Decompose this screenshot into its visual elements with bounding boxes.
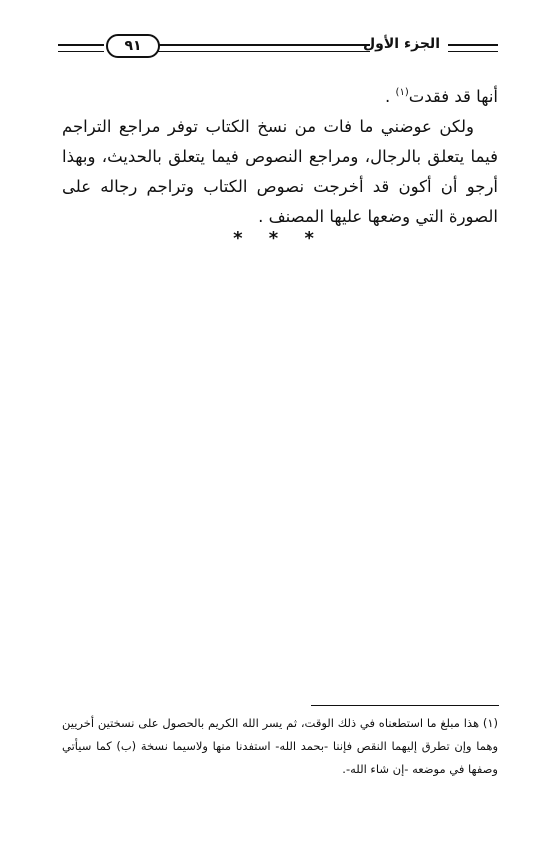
footnote-text: (١) هذا مبلغ ما استطعناه في ذلك الوقت، ثم يسر الله الكريم بالحصول على نسختين أخريين وهما وإن تطرق إليهما النقص فإننا -بحمد الله- استفدنا منها ولاسيما نسخة (ب) كما سيأتي وصفها في موضعه -إن شاء الله-. [62, 716, 498, 776]
section-title: الجزء الأول [363, 36, 440, 52]
opening-line-text: أنها قد فقدت [408, 87, 498, 106]
opening-line-end: . [385, 87, 396, 106]
footnote-reference: (١) [395, 87, 409, 98]
header-rule-right [448, 44, 498, 52]
page-header [58, 36, 498, 58]
header-rule-middle [158, 44, 370, 52]
body-paragraph: ولكن عوضني ما فات من نسخ الكتاب توفر مراجع التراجم فيما يتعلق بالرجال، ومراجع النصوص فيما يتعلق بالحديث، وبهذا أرجو أن أكون قد أخرجت نصوص الكتاب وتراجم رجاله على الصورة التي وضعها عليها المصنف . [62, 117, 498, 226]
footnote-rule [311, 705, 499, 706]
section-separator: * * * [233, 228, 324, 249]
opening-line [62, 78, 498, 112]
footnote [62, 712, 498, 781]
page-number: ٩١ [106, 34, 160, 58]
header-rule-left [58, 44, 104, 52]
main-text [62, 78, 498, 232]
